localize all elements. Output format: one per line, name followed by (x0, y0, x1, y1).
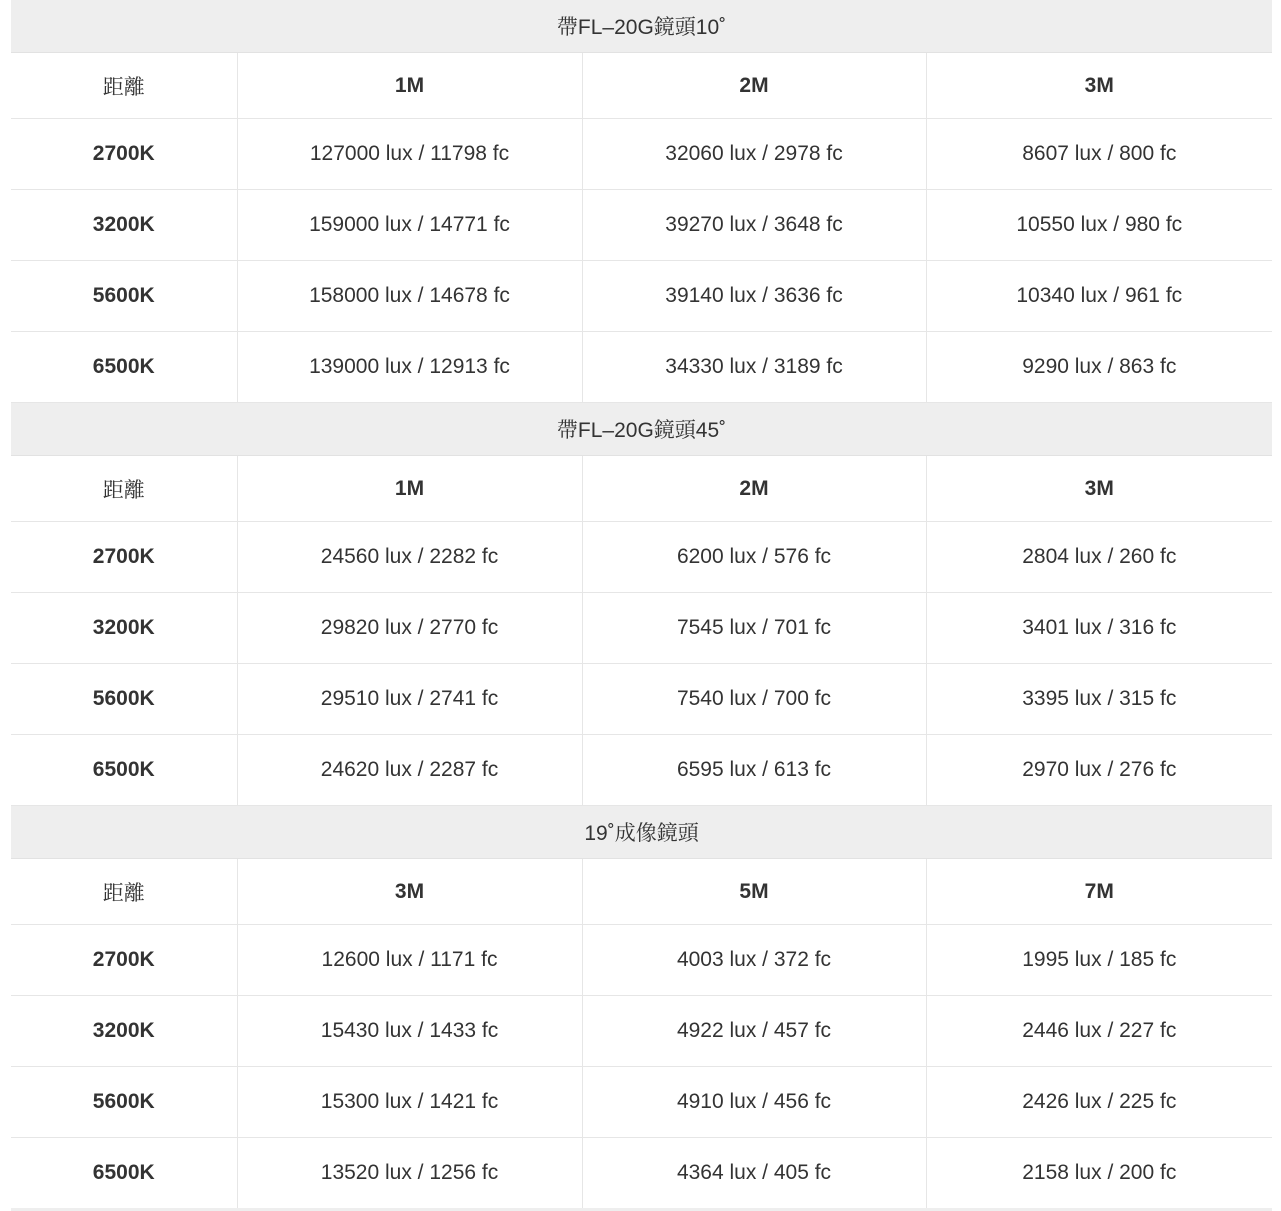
illuminance-cell: 2426 lux / 225 fc (926, 1067, 1272, 1138)
table-header-row (11, 859, 1272, 925)
color-temperature-cell: 3200K (11, 190, 237, 261)
illuminance-cell: 39140 lux / 3636 fc (582, 261, 926, 332)
color-temperature-cell: 2700K (11, 925, 237, 996)
illuminance-cell: 7540 lux / 700 fc (582, 664, 926, 735)
illuminance-cell: 24620 lux / 2287 fc (237, 735, 582, 806)
illuminance-cell: 34330 lux / 3189 fc (582, 332, 926, 403)
illuminance-cell: 3401 lux / 316 fc (926, 593, 1272, 664)
column-header: 7M (926, 859, 1272, 925)
illuminance-cell: 2446 lux / 227 fc (926, 996, 1272, 1067)
section-title: 帶FL–20G鏡頭45˚ (11, 403, 1272, 456)
illuminance-cell: 4003 lux / 372 fc (582, 925, 926, 996)
color-temperature-cell: 6500K (11, 735, 237, 806)
table-header-row (11, 53, 1272, 119)
distance-label: 距離 (11, 456, 237, 522)
column-header: 2M (582, 53, 926, 119)
table-row (11, 332, 1272, 403)
section-title-row (11, 0, 1272, 53)
section-title-row (11, 806, 1272, 859)
illuminance-cell: 10550 lux / 980 fc (926, 190, 1272, 261)
photometric-spec-page (11, 0, 1272, 1211)
column-header: 2M (582, 456, 926, 522)
column-header: 3M (926, 456, 1272, 522)
illuminance-cell: 24560 lux / 2282 fc (237, 522, 582, 593)
table-row (11, 190, 1272, 261)
color-temperature-cell: 5600K (11, 1067, 237, 1138)
section-title: 19˚成像鏡頭 (11, 806, 1272, 859)
illuminance-cell: 29510 lux / 2741 fc (237, 664, 582, 735)
illuminance-cell: 4364 lux / 405 fc (582, 1138, 926, 1209)
illuminance-cell: 4922 lux / 457 fc (582, 996, 926, 1067)
color-temperature-cell: 5600K (11, 664, 237, 735)
column-header: 3M (926, 53, 1272, 119)
table-row (11, 735, 1272, 806)
illuminance-cell: 159000 lux / 14771 fc (237, 190, 582, 261)
illuminance-cell: 7545 lux / 701 fc (582, 593, 926, 664)
table-row (11, 925, 1272, 996)
illuminance-cell: 6200 lux / 576 fc (582, 522, 926, 593)
illuminance-cell: 10340 lux / 961 fc (926, 261, 1272, 332)
illuminance-cell: 2970 lux / 276 fc (926, 735, 1272, 806)
distance-label: 距離 (11, 859, 237, 925)
table-row (11, 261, 1272, 332)
illuminance-cell: 2804 lux / 260 fc (926, 522, 1272, 593)
illuminance-cell: 2158 lux / 200 fc (926, 1138, 1272, 1209)
illuminance-cell: 3395 lux / 315 fc (926, 664, 1272, 735)
column-header: 5M (582, 859, 926, 925)
color-temperature-cell: 3200K (11, 996, 237, 1067)
illuminance-cell: 9290 lux / 863 fc (926, 332, 1272, 403)
color-temperature-cell: 6500K (11, 332, 237, 403)
illuminance-cell: 15300 lux / 1421 fc (237, 1067, 582, 1138)
color-temperature-cell: 6500K (92, 1161, 155, 1184)
table-row (11, 1138, 1272, 1209)
illuminance-cell: 13520 lux / 1256 fc (237, 1138, 582, 1209)
table-row (11, 1067, 1272, 1138)
table-row (11, 664, 1272, 735)
column-header: 1M (237, 456, 582, 522)
illuminance-cell: 1995 lux / 185 fc (926, 925, 1272, 996)
section-title: 帶FL–20G鏡頭10˚ (11, 0, 1272, 53)
illuminance-cell: 29820 lux / 2770 fc (237, 593, 582, 664)
illuminance-cell: 39270 lux / 3648 fc (582, 190, 926, 261)
color-temperature-cell: 5600K (11, 261, 237, 332)
table-row (11, 522, 1272, 593)
section-title-row (11, 403, 1272, 456)
table-header-row (11, 456, 1272, 522)
column-header: 3M (237, 859, 582, 925)
column-header: 1M (237, 53, 582, 119)
illuminance-cell: 8607 lux / 800 fc (926, 119, 1272, 190)
table-row (11, 119, 1272, 190)
illuminance-cell: 32060 lux / 2978 fc (582, 119, 926, 190)
table-row (11, 593, 1272, 664)
illuminance-cell: 6595 lux / 613 fc (582, 735, 926, 806)
illuminance-cell: 127000 lux / 11798 fc (237, 119, 582, 190)
color-temperature-cell: 2700K (11, 119, 237, 190)
photometric-table (11, 0, 1272, 1208)
color-temperature-cell: 3200K (11, 593, 237, 664)
table-row (11, 996, 1272, 1067)
illuminance-cell: 4910 lux / 456 fc (582, 1067, 926, 1138)
distance-label: 距離 (11, 53, 237, 119)
illuminance-cell: 12600 lux / 1171 fc (237, 925, 582, 996)
illuminance-cell: 15430 lux / 1433 fc (237, 996, 582, 1067)
color-temperature-cell: 2700K (11, 522, 237, 593)
illuminance-cell: 158000 lux / 14678 fc (237, 261, 582, 332)
illuminance-cell: 139000 lux / 12913 fc (237, 332, 582, 403)
